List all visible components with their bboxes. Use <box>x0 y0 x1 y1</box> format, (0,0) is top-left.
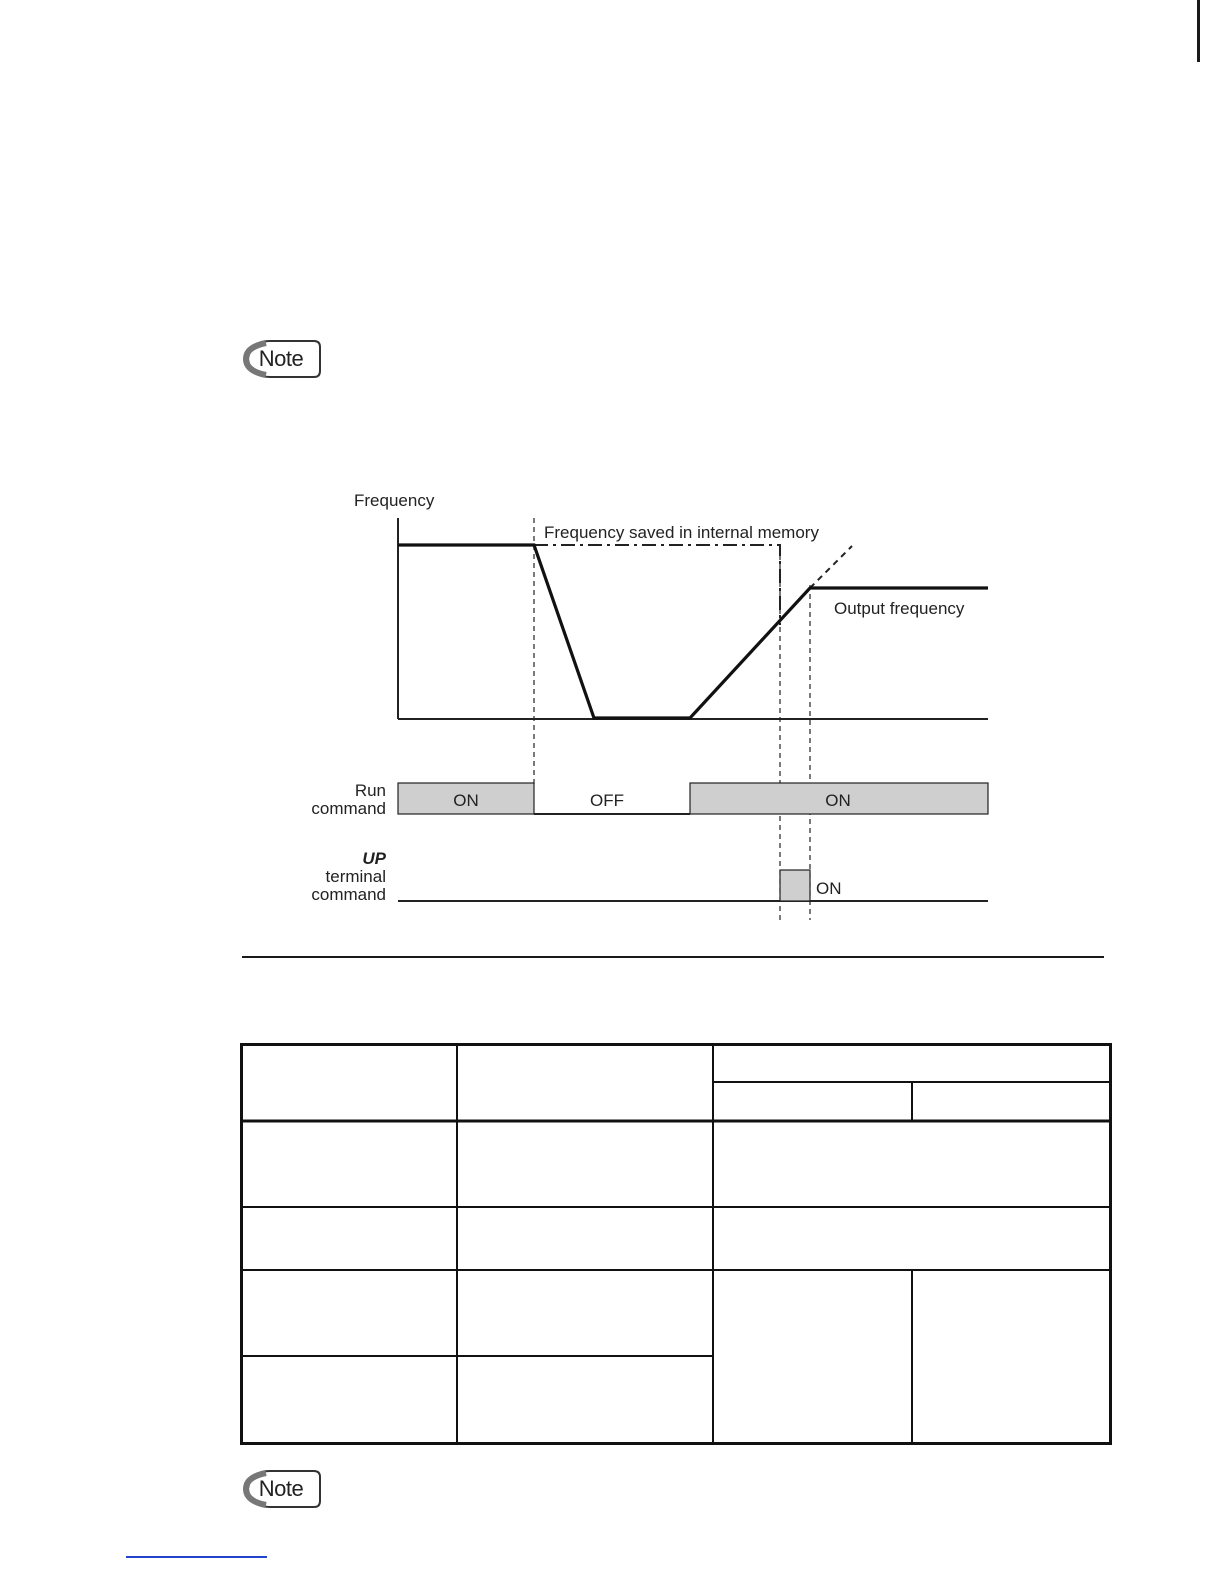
run-on-label-1: ON <box>453 791 479 810</box>
saved-frequency-label: Frequency saved in internal memory <box>544 523 819 542</box>
table-border <box>242 1045 1111 1444</box>
note-label: Note <box>258 346 304 371</box>
up-command-label-line3: command <box>311 885 386 904</box>
frequency-timing-diagram <box>300 480 1000 920</box>
output-frequency-label: Output frequency <box>834 599 965 618</box>
run-off-label: OFF <box>590 791 624 810</box>
parameter-table <box>240 1043 1112 1445</box>
footer-link-underline[interactable] <box>126 1556 267 1558</box>
extrapolated-ramp <box>810 546 852 588</box>
section-divider <box>242 956 1104 958</box>
up-on-pulse <box>780 870 810 901</box>
page-edge-mark <box>1197 0 1200 62</box>
run-command-label-line2: command <box>311 799 386 818</box>
note-icon <box>240 337 322 381</box>
frequency-axis-label: Frequency <box>354 491 435 510</box>
run-on-label-2: ON <box>825 791 851 810</box>
saved-frequency-line <box>534 545 780 625</box>
output-frequency-curve <box>398 545 988 718</box>
up-command-label-line1: UP <box>362 849 386 868</box>
run-command-label-line1: Run <box>354 781 386 800</box>
note-icon <box>240 1467 322 1511</box>
up-command-label-line2: terminal <box>325 867 386 886</box>
note-label: Note <box>258 1476 304 1501</box>
up-pulse-label: ON <box>816 879 842 898</box>
